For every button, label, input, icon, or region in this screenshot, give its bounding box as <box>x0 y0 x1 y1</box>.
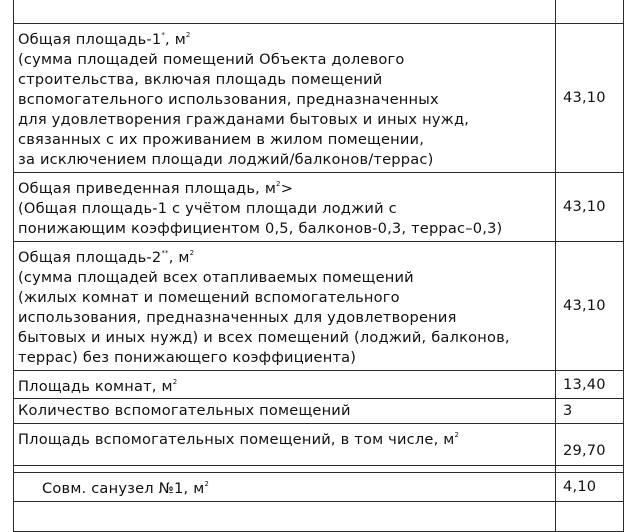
table-row <box>14 473 624 502</box>
table-row <box>14 172 624 241</box>
row-heading: Общая площадь-1*, $м^2$ <box>18 30 191 48</box>
apartment-spec-table <box>13 0 624 532</box>
description-line: строительства, включая площадь помещений <box>18 70 383 88</box>
table-row <box>14 399 624 424</box>
row-description <box>14 399 556 424</box>
description-line: связанных с их проживанием в жилом помещении, <box>18 130 425 148</box>
description-line: понижающим коэффициентом 0,5, балконов-0,3, террас–0,3) <box>18 219 503 237</box>
row-value: 43,10 <box>556 24 624 173</box>
description-line: использования, предназначенных для удовлетворения <box>18 308 457 326</box>
description-line: для удовлетворения гражданами бытовых и иных нужд, <box>18 110 470 128</box>
table-row <box>14 424 624 466</box>
description-line: террас) без понижающего коэффициента) <box>18 348 357 366</box>
row-value: 43,10 <box>556 172 624 241</box>
row-value: 43,10 <box>556 241 624 370</box>
row-value: 4,10 <box>556 473 624 502</box>
description-line: за исключением площади лоджий/балконов/террас) <box>18 150 434 168</box>
table-row <box>14 24 624 173</box>
description-line: (Общая площадь-1 с учётом площади лоджий с <box>18 199 397 217</box>
description-line: (сумма площадей всех отапливаемых помещений <box>18 268 414 286</box>
description-line: (жилых комнат и помещений вспомогательного <box>18 288 400 306</box>
row-description <box>14 370 556 399</box>
row-heading: Количество вспомогательных помещений <box>18 402 351 420</box>
description-line: вспомогательного использования, предназначенных <box>18 90 439 108</box>
row-description <box>14 424 556 466</box>
row-heading: Площадь комнат, $м^2$ <box>18 377 178 395</box>
row-heading: Площадь вспомогательных помещений, в том числе, $м^2$ <box>18 431 460 449</box>
table-row <box>14 0 624 24</box>
row-value: 13,40 <box>556 370 624 399</box>
description-line: (сумма площадей помещений Объекта долевого <box>18 50 405 68</box>
row-value <box>556 0 624 24</box>
table-row <box>14 241 624 370</box>
table-row <box>14 370 624 399</box>
description-line: бытовых и иных нужд) и всех помещений (лоджий, балконов, <box>18 328 510 346</box>
row-description <box>14 24 556 173</box>
row-heading: Совм. санузел №1, $м^2$ <box>42 480 210 498</box>
row-value: 3 <box>556 399 624 424</box>
row-description <box>14 172 556 241</box>
row-gap <box>14 466 624 473</box>
row-description <box>14 0 556 24</box>
row-description <box>14 473 556 502</box>
row-description <box>14 241 556 370</box>
row-value: 29,70 <box>556 424 624 466</box>
table-row <box>14 502 624 532</box>
row-heading: Общая приведенная площадь, $м^2>$ <box>18 179 294 197</box>
row-heading: Общая площадь-2**, $м^2$ <box>18 248 195 266</box>
